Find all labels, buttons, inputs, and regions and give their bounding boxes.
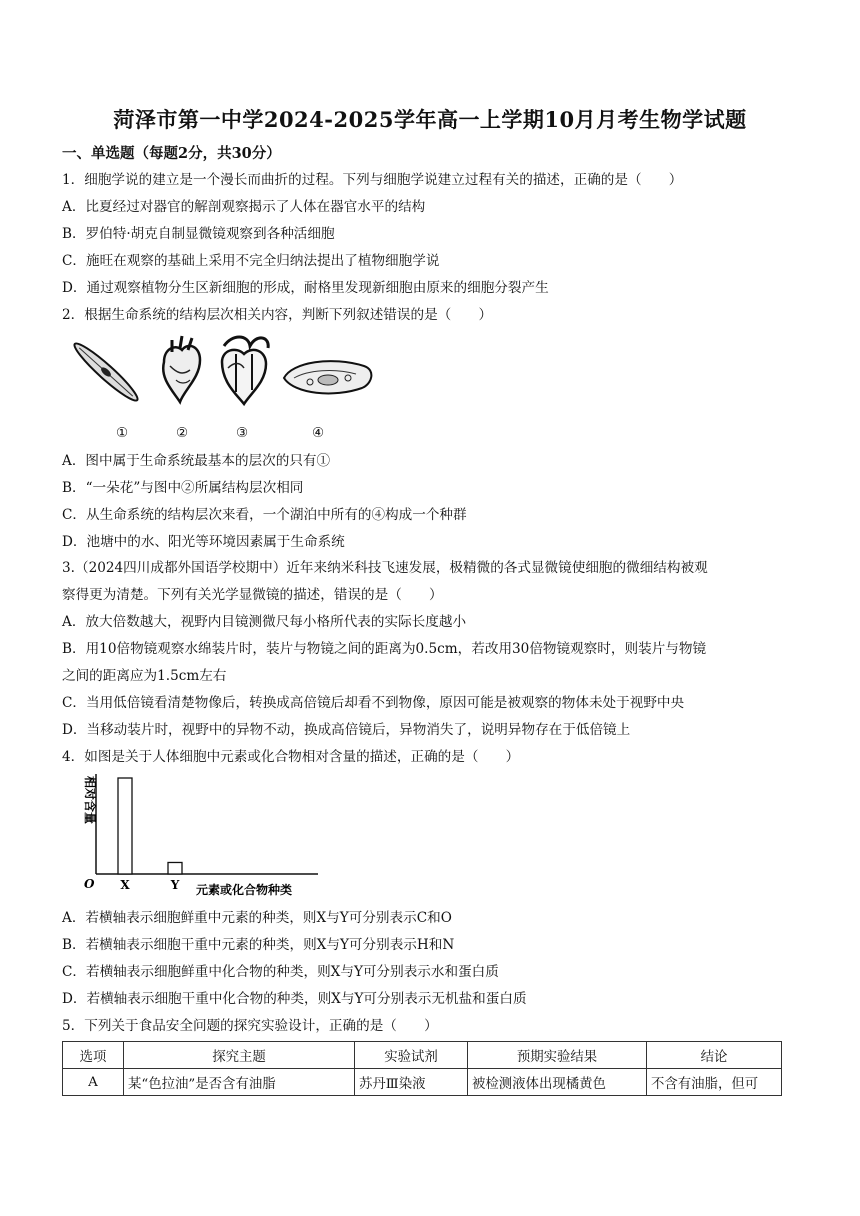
table-header-cell: 结论 — [647, 1042, 782, 1069]
q5-table — [62, 1041, 782, 1096]
q4-chart-svg — [82, 770, 322, 898]
paramecium-drawing — [284, 361, 371, 393]
tick-label-X: X — [120, 878, 130, 892]
q4-bar-chart — [82, 770, 322, 898]
q3-stem-line2: 察得更为清楚。下列有关光学显微镜的描述，错误的是（ ） — [62, 587, 443, 603]
table-header-cell: 预期实验结果 — [468, 1042, 647, 1069]
figure-label-3: ③ — [236, 425, 249, 441]
figure-label-2: ② — [176, 425, 189, 441]
q2-figure-drawings — [72, 332, 402, 412]
table-header-cell: 探究主题 — [124, 1042, 355, 1069]
table-cell: A — [63, 1069, 124, 1096]
table-header-cell: 实验试剂 — [355, 1042, 468, 1069]
q4-option-c: C．若横轴表示细胞鲜重中化合物的种类，则X与Y可分别表示水和蛋白质 — [62, 964, 499, 980]
q1-option-c: C．施旺在观察的基础上采用不完全归纳法提出了植物细胞学说 — [62, 253, 440, 269]
q3-option-b-line2: 之间的距离应为1.5cm左右 — [62, 668, 227, 684]
table-header-row — [63, 1042, 782, 1069]
q2-option-a: A．图中属于生命系统最基本的层次的只有① — [62, 453, 331, 469]
figure-label-1: ① — [116, 425, 129, 441]
x-axis-label: 元素或化合物种类 — [196, 883, 293, 897]
table-cell: 被检测液体出现橘黄色 — [468, 1069, 647, 1096]
q3-option-c: C．当用低倍镜看清楚物像后，转换成高倍镜后却看不到物像，原因可能是被观察的物体未处于视野中央 — [62, 695, 685, 711]
q3-option-a: A．放大倍数越大，视野内目镜测微尺每小格所代表的实际长度越小 — [62, 614, 467, 630]
q4-option-d: D．若横轴表示细胞干重中化合物的种类，则X与Y可分别表示无机盐和蛋白质 — [62, 991, 527, 1007]
bar-X — [118, 778, 132, 874]
q4-option-b: B．若横轴表示细胞干重中元素的种类，则X与Y可分别表示H和N — [62, 937, 455, 953]
q2-option-c: C．从生命系统的结构层次来看，一个湖泊中所有的④构成一个种群 — [62, 507, 467, 523]
origin-label: O — [84, 877, 95, 891]
q3-option-d: D．当移动装片时，视野中的异物不动，换成高倍镜后，异物消失了，说明异物存在于低倍镜上 — [62, 722, 631, 738]
q2-stem: 2．根据生命系统的结构层次相关内容，判断下列叙述错误的是（ ） — [62, 307, 493, 323]
q3-stem-line1: 3.（2024四川成都外国语学校期中）近年来纳米科技飞速发展，极精微的各式显微镜使细胞的微细结构被观 — [62, 560, 708, 576]
q4-stem: 4．如图是关于人体细胞中元素或化合物相对含量的描述，正确的是（ ） — [62, 749, 520, 765]
q3-option-b-line1: B．用10倍物镜观察水绵装片时，装片与物镜之间的距离为0.5cm，若改用30倍物镜观察时，则装片与物镜 — [62, 641, 707, 657]
bar-Y — [168, 862, 182, 874]
q1-option-b: B．罗伯特·胡克自制显微镜观察到各种活细胞 — [62, 226, 335, 242]
q4-option-a: A．若横轴表示细胞鲜重中元素的种类，则X与Y可分别表示C和O — [62, 910, 452, 926]
q2-figure — [72, 332, 402, 412]
tick-label-Y: Y — [170, 878, 180, 892]
q5-stem: 5．下列关于食品安全问题的探究实验设计，正确的是（ ） — [62, 1018, 438, 1034]
heart-drawing — [163, 336, 200, 402]
q1-stem: 1．细胞学说的建立是一个漫长而曲折的过程。下列与细胞学说建立过程有关的描述，正确的是（ ） — [62, 172, 683, 188]
q1-option-a: A．比夏经过对器官的解剖观察揭示了人体在器官水平的结构 — [62, 199, 426, 215]
page-title: 菏泽市第一中学2024-2025学年高一上学期10月月考生物学试题 — [113, 107, 747, 132]
muscle-cell-drawing — [72, 339, 142, 406]
circulatory-system-drawing — [222, 337, 268, 404]
q2-option-b: B．“一朵花”与图中②所属结构层次相同 — [62, 480, 304, 496]
figure-label-4: ④ — [312, 425, 325, 441]
table-cell: 苏丹Ⅲ染液 — [355, 1069, 468, 1096]
section-heading: 一、单选题（每题2分，共30分） — [62, 145, 281, 162]
q1-option-d: D．通过观察植物分生区新细胞的形成，耐格里发现新细胞由原来的细胞分裂产生 — [62, 280, 549, 296]
table-cell: 不含有油脂，但可 — [647, 1069, 782, 1096]
y-axis-label: 相对含量 — [83, 776, 97, 825]
q2-option-d: D．池塘中的水、阳光等环境因素属于生命系统 — [62, 534, 345, 550]
table-header-cell: 选项 — [63, 1042, 124, 1069]
table-cell: 某“色拉油”是否含有油脂 — [124, 1069, 355, 1096]
table-row — [63, 1069, 782, 1096]
